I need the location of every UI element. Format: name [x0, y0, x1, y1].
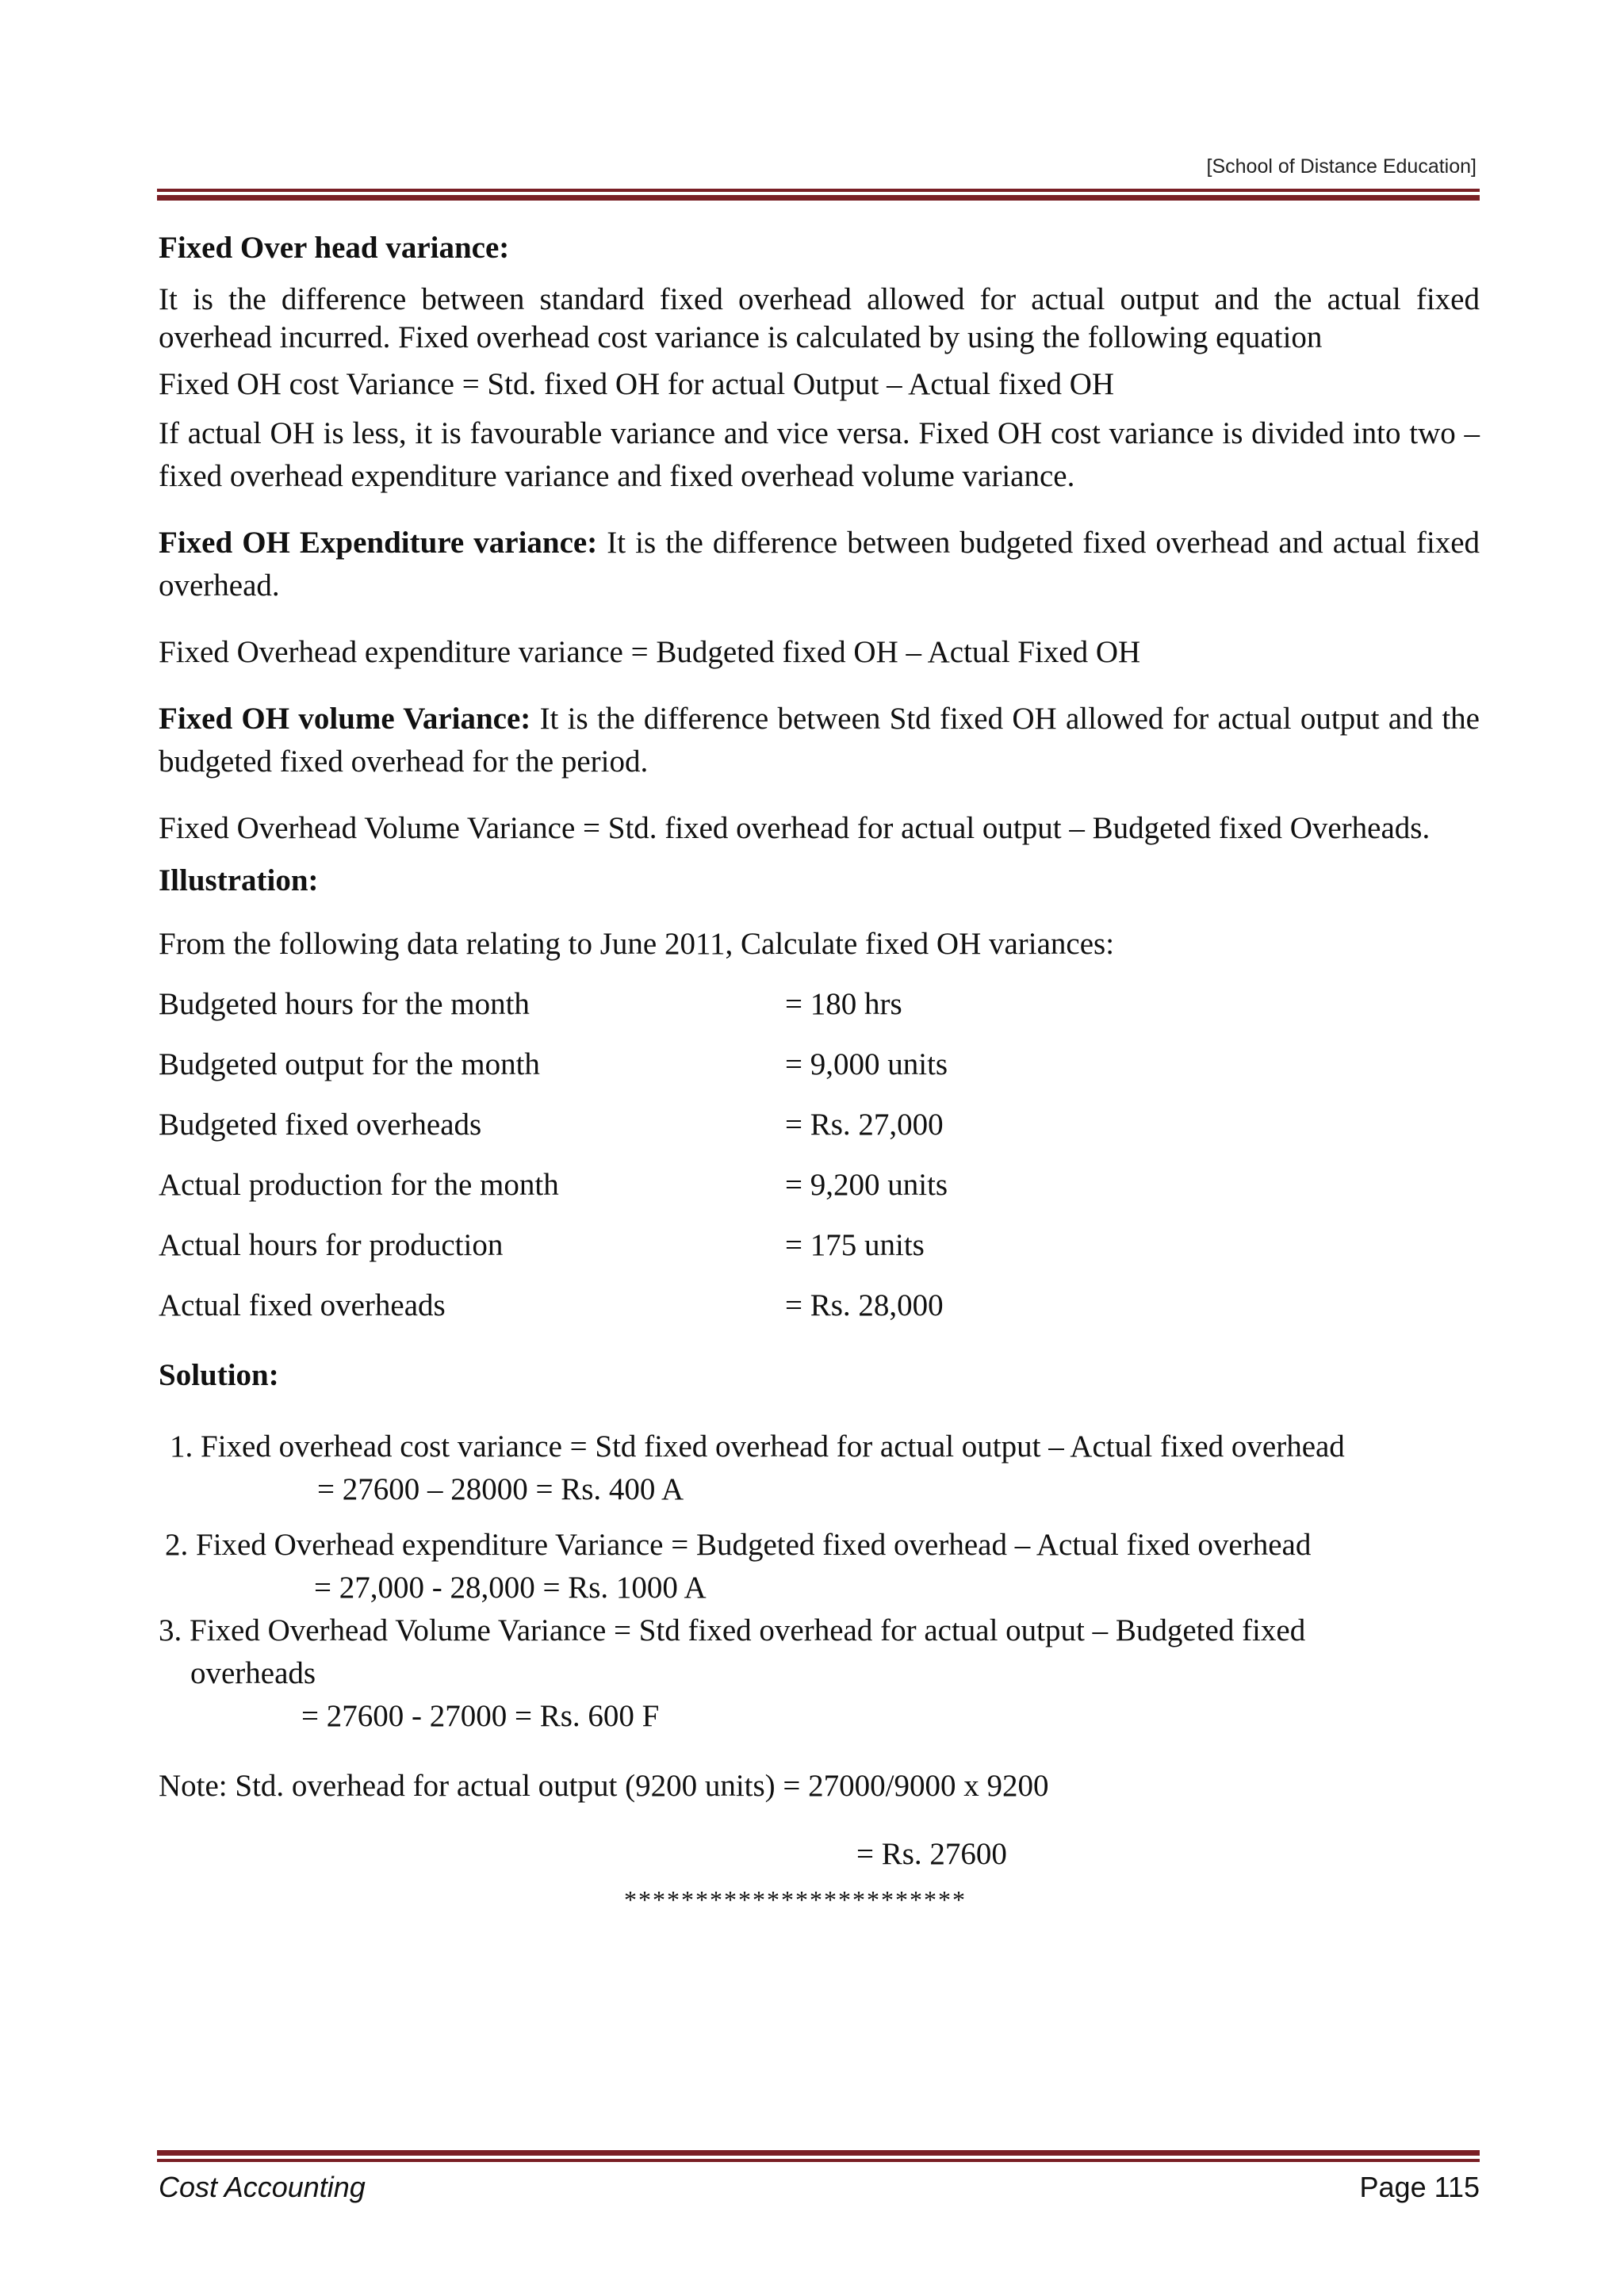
solution-title: Solution: — [159, 1358, 279, 1392]
solution-item-2-result: = 27,000 - 28,000 = Rs. 1000 A — [314, 1571, 707, 1605]
data-value: = Rs. 28,000 — [785, 1288, 944, 1322]
data-value: = 9,000 units — [785, 1047, 948, 1081]
data-row — [159, 1164, 1480, 1224]
page-content — [159, 224, 1480, 1915]
volume-text: It is the difference between Std fixed OH allowed for actual output and the budgeted fixed overhead for the period. — [159, 702, 1480, 779]
section-separator: ************************ — [624, 1885, 967, 1914]
illustration-data-table — [159, 983, 1480, 1345]
footer-page-number: Page 115 — [1359, 2171, 1480, 2203]
note-result: = Rs. 27600 — [856, 1837, 1007, 1871]
header-rule — [157, 189, 1480, 201]
data-value: = Rs. 27,000 — [785, 1108, 944, 1142]
header-institution: [School of Distance Education] — [1206, 155, 1477, 178]
solution-item-1: 1. Fixed overhead cost variance = Std fixed overhead for actual output – Actual fixed overhead — [170, 1429, 1345, 1464]
page-footer — [159, 2171, 1480, 2204]
expenditure-text: It is the difference between budgeted fixed overhead and actual fixed overhead. — [159, 526, 1480, 603]
solution-item-2: 2. Fixed Overhead expenditure Variance = Budgeted fixed overhead – Actual fixed overhead — [165, 1528, 1312, 1562]
data-label: Actual hours for production — [159, 1228, 504, 1262]
formula-volume: Fixed Overhead Volume Variance = Std. fixed overhead for actual output – Budgeted fixed Overheads. — [159, 811, 1431, 845]
data-label: Actual fixed overheads — [159, 1288, 446, 1322]
data-row — [159, 1043, 1480, 1104]
solution-item-3: 3. Fixed Overhead Volume Variance = Std fixed overhead for actual output – Budgeted fixed — [159, 1613, 1306, 1647]
data-value: = 175 units — [785, 1228, 925, 1262]
footer-course-title: Cost Accounting — [159, 2171, 366, 2203]
data-label: Actual production for the month — [159, 1168, 559, 1202]
expenditure-term: Fixed OH Expenditure variance: — [159, 526, 598, 560]
data-row — [159, 1284, 1480, 1345]
data-label: Budgeted output for the month — [159, 1047, 540, 1081]
data-value: = 180 hrs — [785, 987, 902, 1021]
expenditure-definition — [159, 522, 1480, 607]
footer-rule — [157, 2150, 1480, 2162]
intro-paragraph: It is the difference between standard fixed overhead allowed for actual output and the actual fixed overhead incurred. Fixed overhead cost variance is calculated by using the following equation — [159, 282, 1480, 354]
formula-expenditure: Fixed Overhead expenditure variance = Budgeted fixed OH – Actual Fixed OH — [159, 635, 1141, 669]
solution-item-3-result: = 27600 - 27000 = Rs. 600 F — [301, 1699, 660, 1733]
illustration-intro: From the following data relating to June 2011, Calculate fixed OH variances: — [159, 927, 1115, 961]
data-row — [159, 1224, 1480, 1284]
data-row — [159, 1104, 1480, 1164]
solution-item-3-cont: overheads — [190, 1656, 316, 1690]
solution-item-1-result: = 27600 – 28000 = Rs. 400 A — [317, 1472, 684, 1506]
data-label: Budgeted hours for the month — [159, 987, 530, 1021]
data-label: Budgeted fixed overheads — [159, 1108, 482, 1142]
volume-term: Fixed OH volume Variance: — [159, 702, 531, 736]
illustration-title: Illustration: — [159, 863, 319, 897]
favourable-paragraph: If actual OH is less, it is favourable variance and vice versa. Fixed OH cost variance is divided into two – fixed overhead expenditure variance and fixed overhead volume variance. — [159, 416, 1480, 493]
formula-cost-variance: Fixed OH cost Variance = Std. fixed OH for actual Output – Actual fixed OH — [159, 367, 1115, 401]
volume-definition — [159, 698, 1480, 783]
section-title: Fixed Over head variance: — [159, 231, 510, 265]
note-text: Note: Std. overhead for actual output (9200 units) = 27000/9000 x 9200 — [159, 1769, 1049, 1803]
data-row — [159, 983, 1480, 1043]
data-value: = 9,200 units — [785, 1168, 948, 1202]
